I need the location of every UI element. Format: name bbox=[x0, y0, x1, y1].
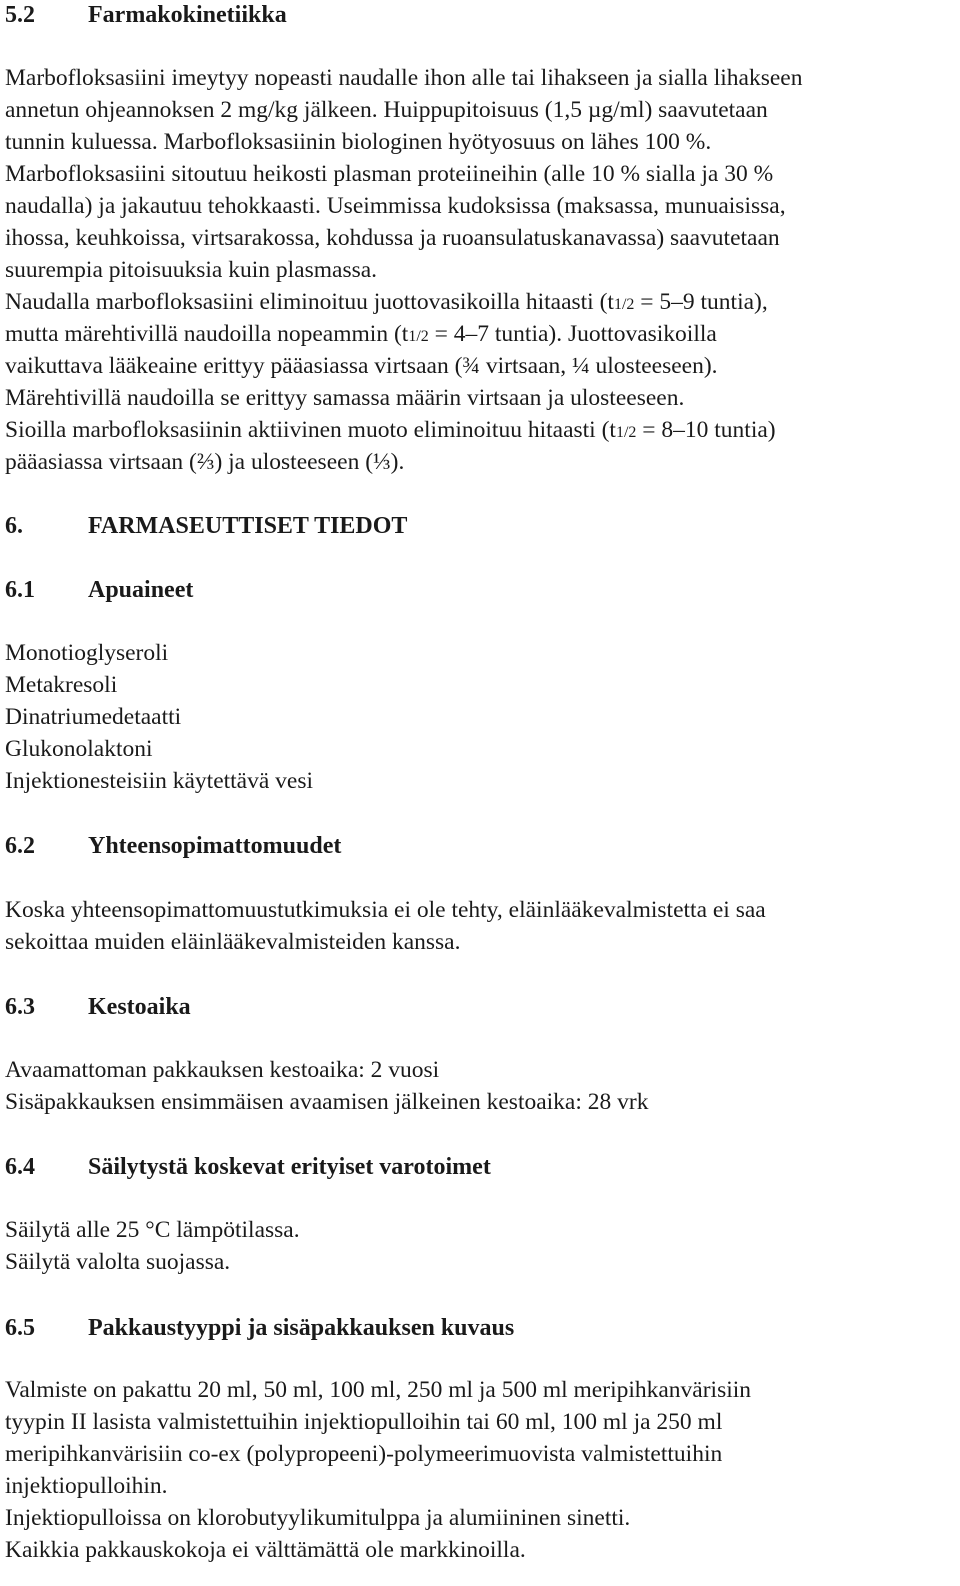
paragraph-line: vaikuttava lääkeaine erittyy pääasiassa virtsaan (¾ virtsaan, ¼ ulosteeseen). bbox=[5, 353, 718, 379]
paragraph-line: injektiopulloihin. bbox=[5, 1473, 168, 1499]
paragraph-line: Märehtivillä naudoilla se erittyy samassa määrin virtsaan ja ulosteeseen. bbox=[5, 385, 685, 411]
section-title: Säilytystä koskevat erityiset varotoimet bbox=[88, 1154, 491, 1180]
paragraph-line: Säilytä valolta suojassa. bbox=[5, 1249, 231, 1275]
text-run: = 4–7 tuntia). Juottovasikoilla bbox=[428, 321, 717, 347]
paragraph-line: ihossa, keuhkoissa, virtsarakossa, kohdussa ja ruoansulatuskanavassa) saavutetaan bbox=[5, 225, 780, 251]
paragraph-line: naudalla) ja jakautuu tehokkaasti. Useimmissa kudoksissa (maksassa, munuaisissa, bbox=[5, 193, 786, 219]
section-title: Kestoaika bbox=[88, 994, 191, 1020]
paragraph-line: tyypin II lasista valmistettuihin injektiopulloihin tai 60 ml, 100 ml ja 250 ml bbox=[5, 1409, 723, 1435]
section-heading-6-3 bbox=[5, 994, 191, 1021]
subscript: 1/2 bbox=[613, 296, 635, 313]
list-item: Dinatriumedetaatti bbox=[5, 704, 182, 730]
section-title: Apuaineet bbox=[88, 577, 194, 603]
section-number: 6.1 bbox=[5, 577, 35, 603]
paragraph-line: tunnin kuluessa. Marbofloksasiinin biologinen hyötyosuus on lähes 100 %. bbox=[5, 129, 712, 155]
paragraph-line: Kaikkia pakkauskokoja ei välttämättä ole markkinoilla. bbox=[5, 1537, 526, 1563]
paragraph-line: Sisäpakkauksen ensimmäisen avaamisen jälkeinen kestoaika: 28 vrk bbox=[5, 1089, 649, 1115]
paragraph-line: Säilytä alle 25 °C lämpötilassa. bbox=[5, 1217, 300, 1243]
section-heading-6-5 bbox=[5, 1315, 514, 1342]
paragraph-line: sekoittaa muiden eläinlääkevalmisteiden kanssa. bbox=[5, 929, 461, 955]
subscript: 1/2 bbox=[408, 328, 429, 345]
list-item: Monotioglyseroli bbox=[5, 640, 169, 666]
section-title: FARMASEUTTISET TIEDOT bbox=[88, 513, 408, 539]
text-run: = 8–10 tuntia) bbox=[636, 417, 776, 443]
section-title: Farmakokinetiikka bbox=[88, 2, 287, 28]
section-number: 5.2 bbox=[5, 2, 35, 28]
section-heading-5-2 bbox=[5, 2, 287, 29]
section-heading-6-2 bbox=[5, 833, 341, 860]
section-number: 6.4 bbox=[5, 1154, 35, 1180]
section-title: Pakkaustyyppi ja sisäpakkauksen kuvaus bbox=[88, 1315, 515, 1341]
paragraph-line: suurempia pitoisuuksia kuin plasmassa. bbox=[5, 257, 378, 283]
paragraph-line: Marbofloksasiini sitoutuu heikosti plasman proteiineihin (alle 10 % sialla ja 30 % bbox=[5, 161, 774, 187]
paragraph-line: Injektiopulloissa on klorobutyylikumitulppa ja alumiininen sinetti. bbox=[5, 1505, 631, 1531]
section-number: 6.2 bbox=[5, 833, 35, 859]
section-title: Yhteensopimattomuudet bbox=[88, 833, 342, 859]
section-number: 6.3 bbox=[5, 994, 35, 1020]
paragraph-line bbox=[5, 291, 768, 315]
section-heading-6 bbox=[5, 513, 407, 540]
list-item: Glukonolaktoni bbox=[5, 736, 153, 762]
paragraph-line bbox=[5, 419, 776, 443]
section-number: 6. bbox=[5, 513, 23, 539]
text-run: Naudalla marbofloksasiini eliminoituu juottovasikoilla hitaasti (t bbox=[5, 289, 614, 315]
paragraph-line: Avaamattoman pakkauksen kestoaika: 2 vuosi bbox=[5, 1057, 440, 1083]
section-number: 6.5 bbox=[5, 1315, 35, 1341]
text-run: Sioilla marbofloksasiinin aktiivinen muoto eliminoituu hitaasti (t bbox=[5, 417, 616, 443]
text-run: = 5–9 tuntia), bbox=[634, 289, 768, 315]
text-run: mutta märehtivillä naudoilla nopeammin (t bbox=[5, 321, 409, 347]
paragraph-line: Koska yhteensopimattomuustutkimuksia ei ole tehty, eläinlääkevalmistetta ei saa bbox=[5, 897, 766, 923]
paragraph-line: Marbofloksasiini imeytyy nopeasti naudalle ihon alle tai lihakseen ja sialla lihakseen bbox=[5, 65, 803, 91]
paragraph-line: Valmiste on pakattu 20 ml, 50 ml, 100 ml, 250 ml ja 500 ml meripihkanvärisiin bbox=[5, 1377, 752, 1403]
paragraph-line: pääasiassa virtsaan (⅔) ja ulosteeseen (⅓). bbox=[5, 449, 405, 475]
paragraph-line bbox=[5, 323, 717, 347]
list-item: Metakresoli bbox=[5, 672, 118, 698]
section-heading-6-4 bbox=[5, 1154, 491, 1181]
paragraph-line: annetun ohjeannoksen 2 mg/kg jälkeen. Huippupitoisuus (1,5 µg/ml) saavutetaan bbox=[5, 97, 768, 123]
list-item: Injektionesteisiin käytettävä vesi bbox=[5, 768, 314, 794]
paragraph-line: meripihkanvärisiin co-ex (polypropeeni)-polymeerimuovista valmistettuihin bbox=[5, 1441, 723, 1467]
subscript: 1/2 bbox=[615, 424, 637, 441]
section-heading-6-1 bbox=[5, 577, 193, 604]
